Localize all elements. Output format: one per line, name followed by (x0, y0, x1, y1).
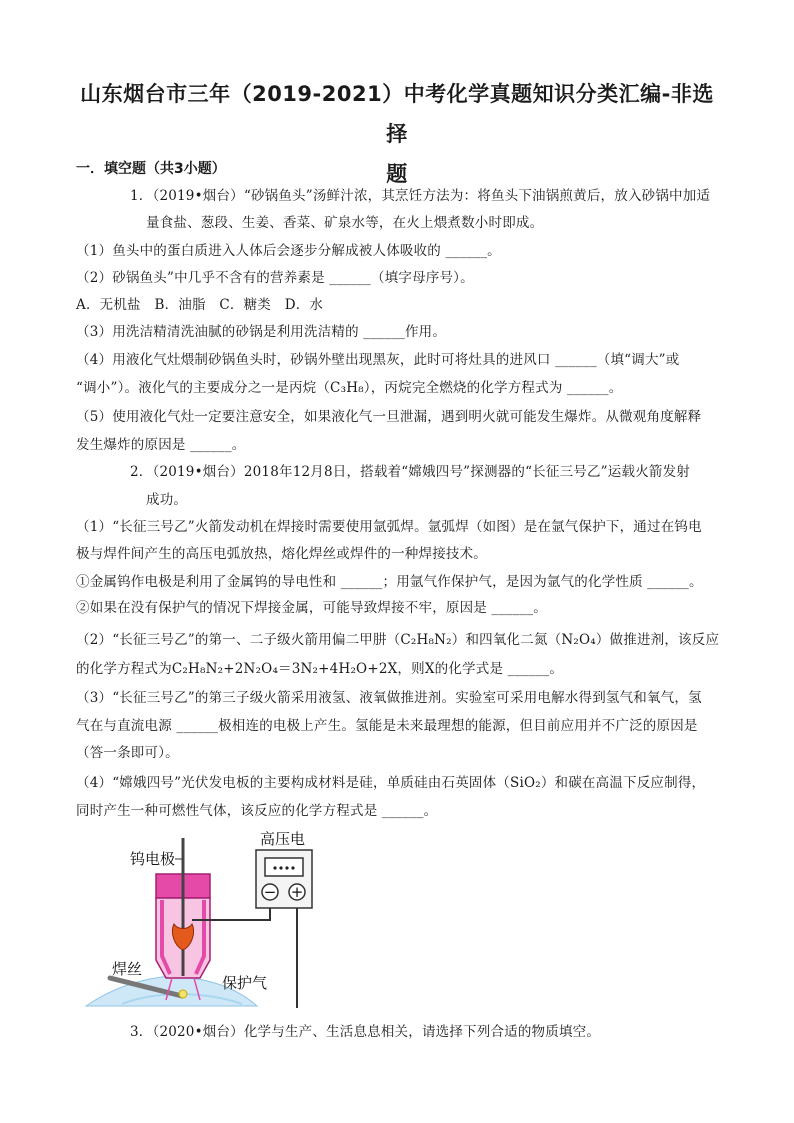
q1-part-5-line-1: （5）使用液化气灶一定要注意安全，如果液化气一旦泄漏，遇到明火就可能发生爆炸。从微观角度解释 (76, 409, 702, 425)
power-label: 高压电 (260, 830, 306, 848)
q2-part-1-line-1: （1）“长征三号乙”火箭发动机在焊接时需要使用氩弧焊。氩弧焊（如图）是在氩气保护下，通过在钨电 (76, 519, 702, 535)
q1-intro-line-2: 量食盐、葱段、生姜、香菜、矿泉水等，在火上煨煮数小时即成。 (146, 215, 544, 231)
q2-intro-line-2: 成功。 (146, 492, 188, 508)
q2-part-1-line-2: 极与焊件间产生的高压电弧放热，熔化焊丝或焊件的一种焊接技术。 (76, 546, 487, 562)
q1-part-3: （3）用洗洁精清洗油腻的砂锅是利用洗洁精的 ______作用。 (76, 324, 447, 340)
q2-part-4-line-1: （4）“嫦娥四号”光伏发电板的主要构成材料是硅，单质硅由石英固体（SiO₂）和碳在高温下反应制得， (76, 775, 706, 791)
q1-part-2: （2）砂锅鱼头”中几乎不含有的营养素是 ______（填字母序号）。 (76, 270, 474, 286)
q2-part-2-line-2: 的化学方程式为C₂H₈N₂+2N₂O₄＝3N₂+4H₂O+2X，则X的化学式是 ______。 (76, 661, 564, 677)
q2-part-2-line-1: （2）“长征三号乙”的第一、二子级火箭用偏二甲肼（C₂H₈N₂）和四氧化二氮（N₂O₄）做推进剂，该反应 (76, 632, 720, 648)
q1-intro-line-1: 1．（2019•烟台）“砂锅鱼头”汤鲜汁浓，其烹饪方法为：将鱼头下油锅煎黄后，放入砂锅中加适 (130, 188, 711, 204)
q1-part-1: （1）鱼头中的蛋白质进入人体后会逐步分解成被人体吸收的 ______。 (76, 243, 501, 259)
argon-arc-welding-diagram (82, 828, 382, 1008)
q1-part-5-line-2: 发生爆炸的原因是 ______。 (76, 437, 246, 453)
section-heading: 一．填空题（共3小题） (76, 161, 226, 177)
power-display-shape (265, 858, 303, 876)
q2-part-3-line-2: 气在与直流电源 ______极相连的电极上产生。氢能是未来最理想的能源，但目前应用并不广泛的原因是 (76, 718, 698, 734)
q2-part-3-line-1: （3）“长征三号乙”的第三子级火箭采用液氢、液氧做推进剂。实验室可采用电解水得到氢气和氧气，氢 (76, 690, 702, 706)
q2-sub-2: ②如果在没有保护气的情况下焊接金属，可能导致焊接不牢，原因是 ______。 (76, 600, 547, 616)
protective-gas-label: 保护气 (222, 974, 268, 992)
q1-part-4-line-2: “调小”）。液化气的主要成分之一是丙烷（C₃H₈），丙烷完全燃烧的化学方程式为 ______。 (76, 380, 623, 396)
q2-sub-1: ①金属钨作电极是利用了金属钨的导电性和 ______；用氩气作保护气，是因为氩气的化学性质 ______。 (76, 574, 703, 590)
minus-symbol: − (263, 883, 277, 901)
filler-wire-label: 焊丝 (112, 960, 143, 978)
q2-intro-line-1: 2．（2019•烟台）2018年12月8日，搭载着“嫦娥四号”探测器的“长征三号乙”运载火箭发射 (130, 464, 690, 480)
q1-options: A．无机盐 B．油脂 C．糖类 D．水 (76, 297, 324, 313)
q3-intro: 3．（2020•烟台）化学与生产、生活息息相关，请选择下列合适的物质填空。 (130, 1024, 601, 1040)
title-line-2: 题 (386, 162, 408, 186)
q1-part-4-line-1: （4）用液化气灶煨制砂锅鱼头时，砂锅外壁出现黑灰，此时可将灶具的进风口 ______（填“调大”或 (76, 352, 680, 368)
weld-spark (179, 990, 187, 998)
q2-part-4-line-2: 同时产生一种可燃性气体，该反应的化学方程式是 ______。 (76, 803, 438, 819)
q2-part-3-line-3: （答一条即可）。 (76, 745, 179, 761)
electrode-label: 钨电极 (130, 850, 176, 868)
plus-symbol: + (290, 883, 304, 901)
title-line-1: 山东烟台市三年（2019-2021）中考化学真题知识分类汇编-非选择 (80, 82, 714, 146)
